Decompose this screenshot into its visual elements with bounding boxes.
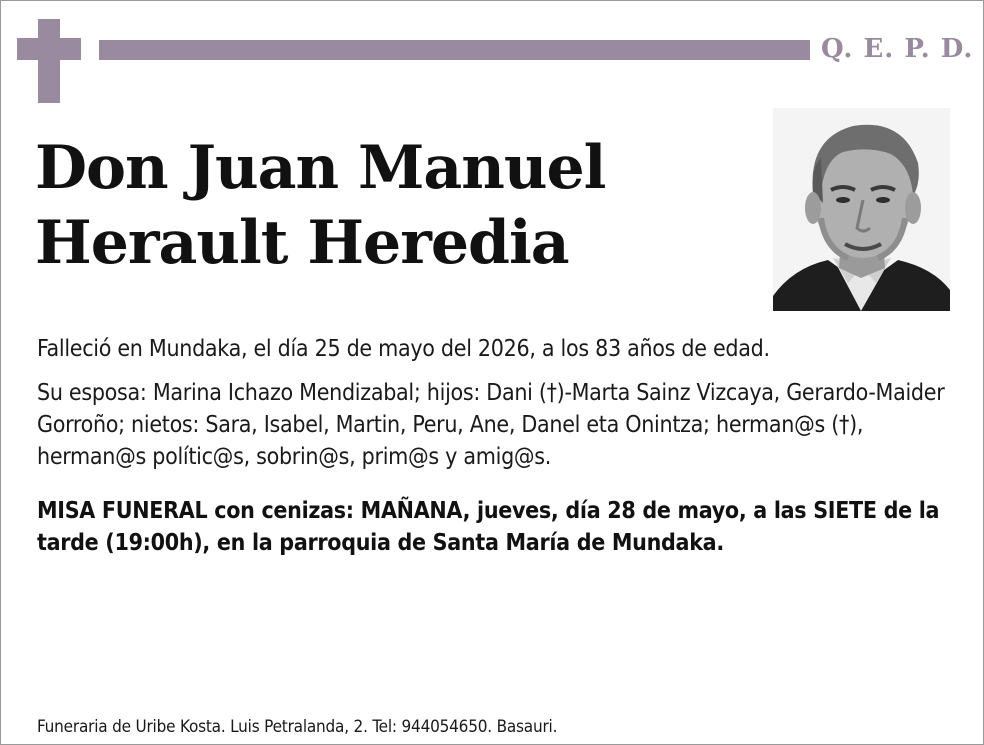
header-rule [99, 40, 810, 60]
funeral-home-footer: Funeraria de Uribe Kosta. Luis Petralanda, 2. Tel: 944054650. Basauri. [37, 717, 558, 737]
death-info: Falleció en Mundaka, el día 25 de mayo del 2026, a los 83 años de edad. [37, 336, 770, 362]
portrait-photo [773, 108, 950, 311]
cross-icon [38, 19, 60, 103]
cross-icon-bar [17, 38, 81, 60]
qepd-label: Q. E. P. D. [821, 34, 974, 64]
deceased-name [35, 131, 755, 281]
name-line-2: Herault Heredia [35, 208, 569, 278]
funeral-info: MISA FUNERAL con cenizas: MAÑANA, jueves, día 28 de mayo, a las SIETE de la tarde (19:00h), en la parroquia de Santa María de Mundaka. [37, 498, 940, 556]
name-line-1: Don Juan Manuel [35, 133, 606, 203]
family-list: Su esposa: Marina Ichazo Mendizabal; hijos: Dani (†)-Marta Sainz Vizcaya, Gerardo-Maider Gorroño; nietos: Sara, Isabel, Martin, Peru, Ane, Danel eta Onintza; herman@s (†), herman@s polític@s, sobrin@s, prim@s y amig@s. [37, 380, 945, 470]
